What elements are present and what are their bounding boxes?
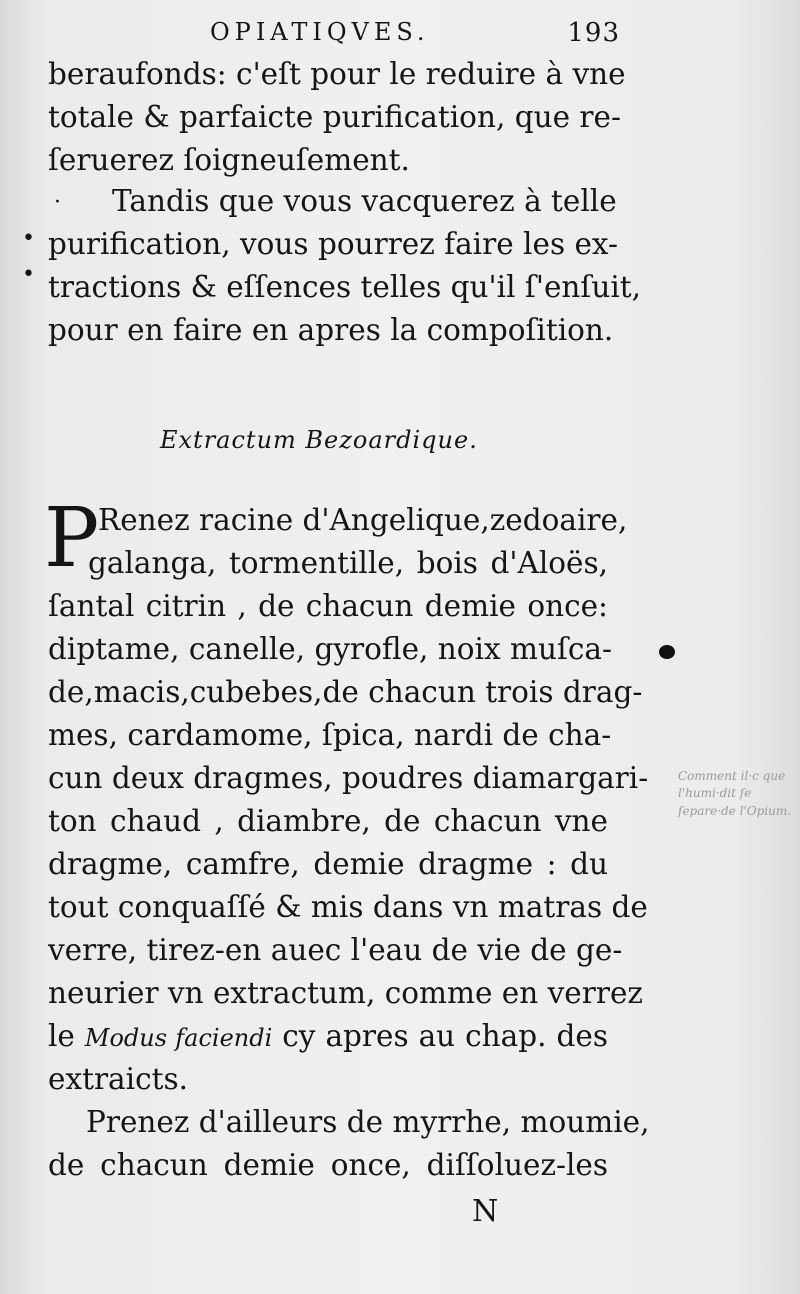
text-line: Renez racine d'Angelique,zedoaire, [98,503,628,537]
text-line: de,macis,cubebes,de chacun trois drag- [48,675,643,709]
text-line: pour en faire en apres la compoſition. [48,313,614,347]
section-heading: Extractum Bezoardique. [160,426,478,454]
text-line: ſeruerez ſoigneuſement. [48,143,410,177]
text-fragment: cy apres au chap. des [282,1019,608,1053]
catchword: N [472,1194,499,1229]
running-header [200,18,620,58]
text-fragment: le [48,1019,75,1053]
ink-blot [659,645,675,659]
running-title: OPIATIQVES. [210,18,430,46]
text-line: tout conquaſſé & mis dans vn matras de [48,890,648,924]
text-line: galanga, tormentille, bois d'Aloës, [88,546,608,580]
text-line: extraicts. [48,1062,188,1096]
text-line: cun deux dragmes, poudres diamargari- [48,761,649,795]
text-line: totale & parfaicte purification, que re- [48,100,621,134]
text-line: de chacun demie once, diſſoluez-les [48,1148,608,1182]
text-line: verre, tirez-en auec l'eau de vie de ge- [48,933,623,967]
text-line: Tandis que vous vacquerez à telle [112,184,617,218]
text-line: ton chaud , diambre, de chacun vne [48,804,608,838]
italic-phrase: Modus faciendi [84,1024,273,1052]
text-line: mes, cardamome, ſpica, nardi de cha- [48,718,612,752]
text-line-with-italic [48,1019,608,1053]
margin-dot: · [54,190,61,215]
text-line: tractions & eſſences telles qu'il ſ'enſuit, [48,270,641,304]
margin-dot: • [22,226,35,251]
text-line: dragme, camfre, demie dragme : du [48,847,608,881]
page-number: 193 [567,18,620,48]
text-line: ſantal citrin , de chacun demie once: [48,589,608,623]
text-line: purification, vous pourrez faire les ex- [48,227,619,261]
text-line: diptame, canelle, gyrofle, noix muſca- [48,632,612,666]
drop-cap: P [44,491,100,586]
text-line: neurier vn extractum, comme en verrez [48,976,643,1010]
margin-note-bleed: Comment il·c que l'humi·dit ſe ſepare·de l'Opium. [678,769,792,818]
text-line: beraufonds: c'eſt pour le reduire à vne [48,57,626,91]
margin-dot: • [22,262,35,287]
text-line: Prenez d'ailleurs de myrrhe, moumie, [86,1105,650,1139]
